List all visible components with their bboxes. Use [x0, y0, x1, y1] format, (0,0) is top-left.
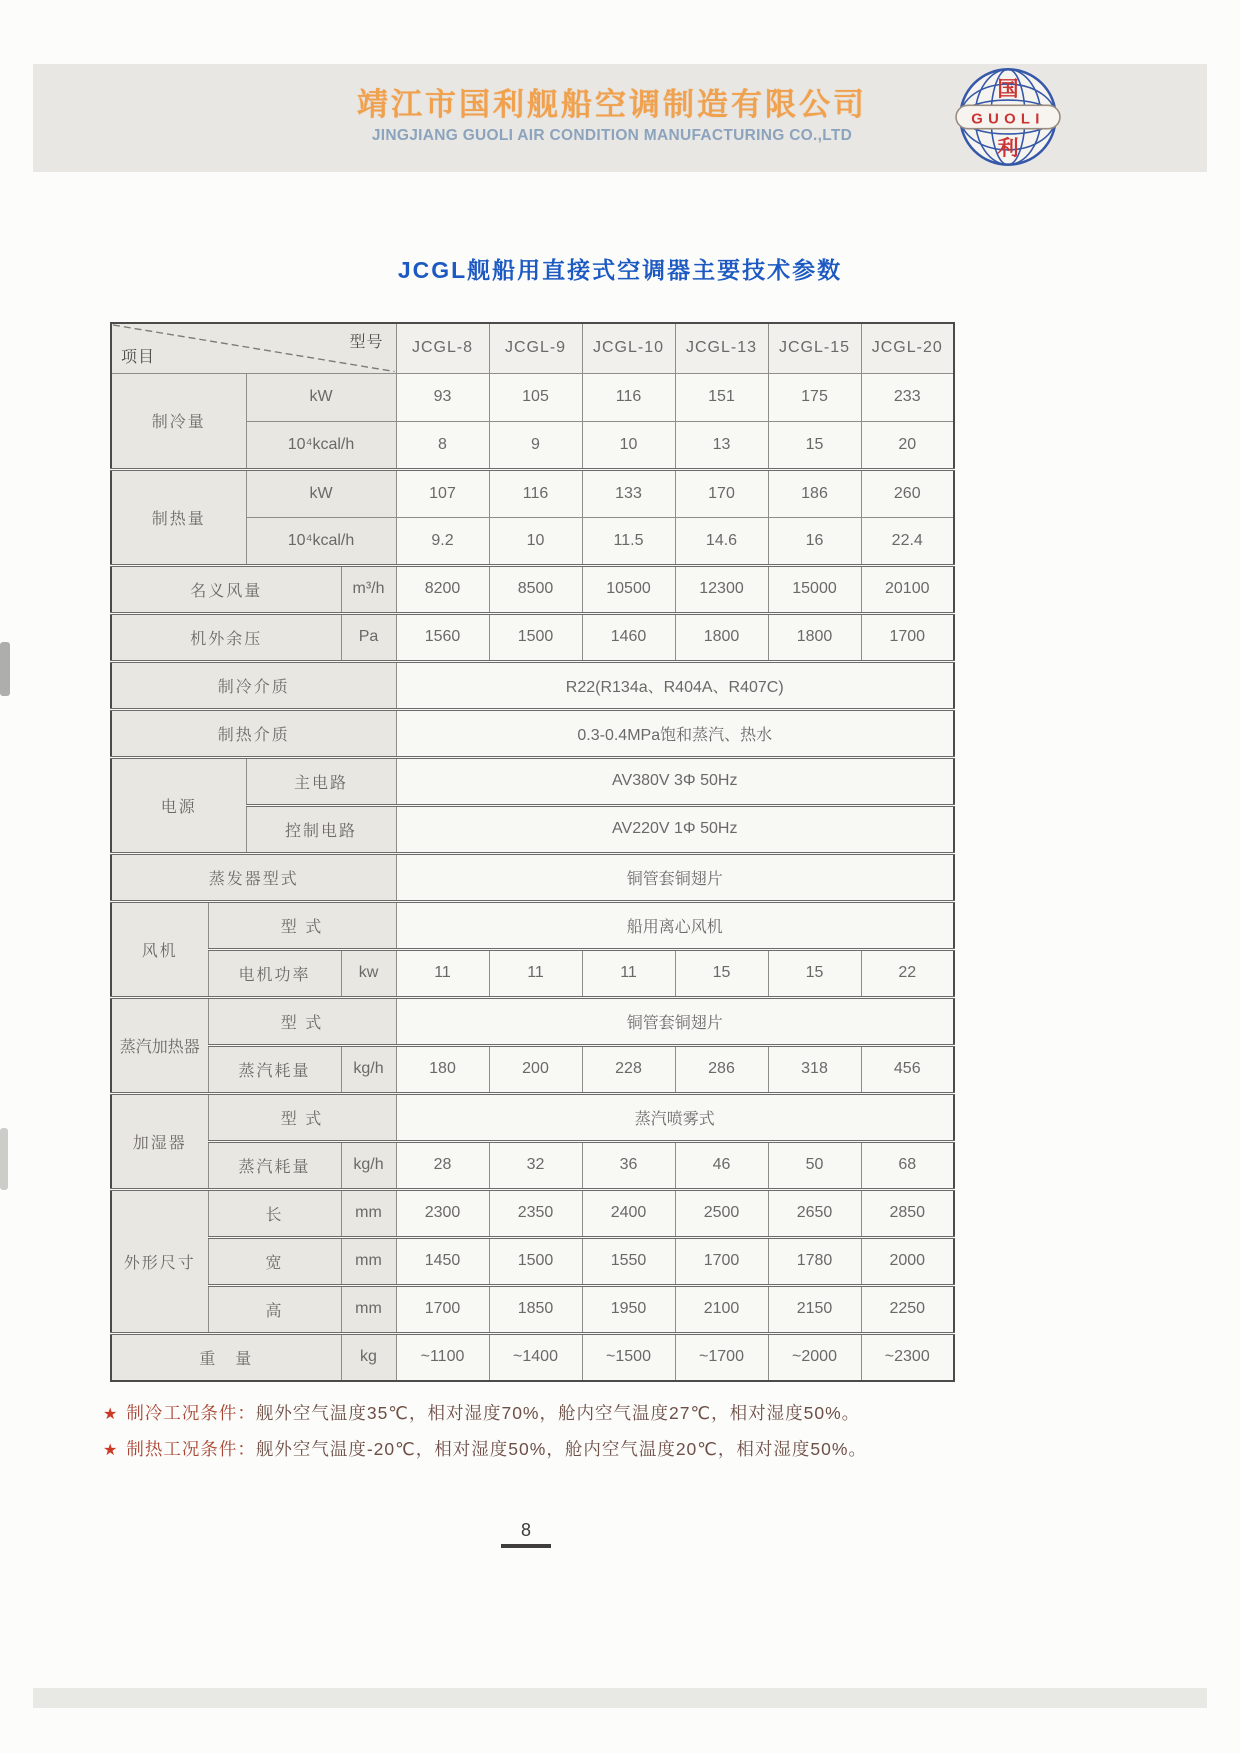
company-header [352, 79, 872, 145]
star-icon: ★ [103, 1442, 118, 1459]
value-cell: 32 [489, 1141, 582, 1189]
row-sublabel: 主电路 [246, 757, 396, 805]
refrigerant-row [111, 661, 954, 709]
unit-cell: kw [341, 949, 396, 997]
value-cell: 1850 [489, 1285, 582, 1333]
value-cell: 107 [396, 469, 489, 517]
row-label: 蒸发器型式 [111, 853, 396, 901]
unit-cell: 10⁴kcal/h [246, 517, 396, 565]
value-cell: 8200 [396, 565, 489, 613]
heating-kw-row [111, 469, 954, 517]
footnote-text: 舰外空气温度35℃，相对湿度70%，舱内空气温度27℃，相对湿度50%。 [255, 1403, 861, 1423]
merged-value-cell: 铜管套铜翅片 [396, 853, 954, 901]
weight-row [111, 1333, 954, 1381]
footer-band [33, 1688, 1207, 1708]
footnote-label: 制冷工况条件： [126, 1403, 256, 1423]
value-cell: 286 [675, 1045, 768, 1093]
value-cell: 13 [675, 421, 768, 469]
airflow-row [111, 565, 954, 613]
spec-table [110, 322, 955, 1382]
value-cell: 2250 [861, 1285, 954, 1333]
value-cell: 116 [582, 373, 675, 421]
value-cell: 133 [582, 469, 675, 517]
footnotes [103, 1396, 1133, 1468]
logo-banner-text: GUOLI [971, 111, 1045, 128]
star-icon: ★ [103, 1406, 118, 1423]
merged-value-cell: 铜管套铜翅片 [396, 997, 954, 1045]
row-sublabel: 高 [208, 1285, 341, 1333]
value-cell: 15 [768, 421, 861, 469]
value-cell: 11 [582, 949, 675, 997]
unit-cell: kg/h [341, 1141, 396, 1189]
globe-icon [953, 64, 1063, 170]
value-cell: 233 [861, 373, 954, 421]
value-cell: 2650 [768, 1189, 861, 1237]
row-sublabel: 型 式 [208, 1093, 396, 1141]
value-cell: 46 [675, 1141, 768, 1189]
value-cell: 22.4 [861, 517, 954, 565]
value-cell: 10 [582, 421, 675, 469]
company-name-cn: 靖江市国利舰船空调制造有限公司 [357, 87, 867, 122]
corner-model-label: 型号 [349, 334, 384, 351]
merged-value-cell: 蒸汽喷雾式 [396, 1093, 954, 1141]
model-header: JCGL-10 [582, 323, 675, 373]
row-sublabel: 电机功率 [208, 949, 341, 997]
row-sublabel: 蒸汽耗量 [208, 1141, 341, 1189]
value-cell: 1780 [768, 1237, 861, 1285]
value-cell: 20 [861, 421, 954, 469]
value-cell: 36 [582, 1141, 675, 1189]
value-cell: 1950 [582, 1285, 675, 1333]
logo-top-char: 国 [997, 77, 1019, 101]
row-label: 重 量 [111, 1333, 341, 1381]
value-cell: 105 [489, 373, 582, 421]
unit-cell: mm [341, 1285, 396, 1333]
row-sublabel: 蒸汽耗量 [208, 1045, 341, 1093]
corner-item-label: 项目 [121, 348, 156, 366]
value-cell: 200 [489, 1045, 582, 1093]
value-cell: 11 [396, 949, 489, 997]
value-cell: 68 [861, 1141, 954, 1189]
footnote-label: 制热工况条件： [126, 1439, 256, 1459]
pressure-row [111, 613, 954, 661]
value-cell: 1800 [675, 613, 768, 661]
row-group-label: 制热量 [111, 469, 246, 565]
dimension-width-row [111, 1237, 954, 1285]
model-header: JCGL-15 [768, 323, 861, 373]
corner-cell [111, 323, 396, 373]
merged-value-cell: R22(R134a、R404A、R407C) [396, 661, 954, 709]
value-cell: 15000 [768, 565, 861, 613]
page-number: 8 [501, 1520, 551, 1548]
company-logo [953, 64, 1063, 170]
row-sublabel: 控制电路 [246, 805, 396, 853]
value-cell: 151 [675, 373, 768, 421]
value-cell: 14.6 [675, 517, 768, 565]
value-cell: ~2000 [768, 1333, 861, 1381]
value-cell: 12300 [675, 565, 768, 613]
value-cell: 15 [675, 949, 768, 997]
value-cell: 15 [768, 949, 861, 997]
value-cell: 186 [768, 469, 861, 517]
value-cell: 93 [396, 373, 489, 421]
unit-cell: 10⁴kcal/h [246, 421, 396, 469]
value-cell: 1700 [396, 1285, 489, 1333]
dimension-height-row [111, 1285, 954, 1333]
table-header-row [111, 323, 954, 373]
evaporator-row [111, 853, 954, 901]
row-sublabel: 型 式 [208, 997, 396, 1045]
value-cell: 180 [396, 1045, 489, 1093]
value-cell: 1500 [489, 613, 582, 661]
value-cell: 2000 [861, 1237, 954, 1285]
footnote-cooling-conditions [103, 1396, 1133, 1432]
row-sublabel: 长 [208, 1189, 341, 1237]
value-cell: 2400 [582, 1189, 675, 1237]
footnote-heating-conditions [103, 1432, 1133, 1468]
value-cell: ~1100 [396, 1333, 489, 1381]
model-header: JCGL-13 [675, 323, 768, 373]
steam-heater-type-row [111, 997, 954, 1045]
row-label: 名义风量 [111, 565, 341, 613]
humidifier-consumption-row [111, 1141, 954, 1189]
model-header: JCGL-20 [861, 323, 954, 373]
value-cell: ~1400 [489, 1333, 582, 1381]
fan-motor-row [111, 949, 954, 997]
value-cell: 11 [489, 949, 582, 997]
value-cell: 22 [861, 949, 954, 997]
merged-value-cell: AV220V 1Φ 50Hz [396, 805, 954, 853]
unit-cell: m³/h [341, 565, 396, 613]
value-cell: 20100 [861, 565, 954, 613]
company-name-en: JINGJIANG GUOLI AIR CONDITION MANUFACTURING CO.,LTD [371, 127, 853, 144]
value-cell: 28 [396, 1141, 489, 1189]
scan-artifact [0, 642, 10, 696]
cooling-kw-row [111, 373, 954, 421]
value-cell: 1450 [396, 1237, 489, 1285]
dimension-length-row [111, 1189, 954, 1237]
value-cell: 1700 [861, 613, 954, 661]
unit-cell: kg/h [341, 1045, 396, 1093]
value-cell: 170 [675, 469, 768, 517]
row-group-label: 外形尺寸 [111, 1189, 208, 1333]
merged-value-cell: AV380V 3Φ 50Hz [396, 757, 954, 805]
value-cell: 2500 [675, 1189, 768, 1237]
fan-type-row [111, 901, 954, 949]
value-cell: 9.2 [396, 517, 489, 565]
unit-cell: Pa [341, 613, 396, 661]
row-sublabel: 宽 [208, 1237, 341, 1285]
heating-medium-row [111, 709, 954, 757]
row-label: 制热介质 [111, 709, 396, 757]
value-cell: ~1500 [582, 1333, 675, 1381]
value-cell: 2100 [675, 1285, 768, 1333]
value-cell: 8 [396, 421, 489, 469]
value-cell: 318 [768, 1045, 861, 1093]
unit-cell: mm [341, 1189, 396, 1237]
value-cell: 175 [768, 373, 861, 421]
value-cell: 50 [768, 1141, 861, 1189]
steam-heater-consumption-row [111, 1045, 954, 1093]
power-main-row [111, 757, 954, 805]
value-cell: 116 [489, 469, 582, 517]
value-cell: 10500 [582, 565, 675, 613]
value-cell: 1800 [768, 613, 861, 661]
unit-cell: kW [246, 373, 396, 421]
scan-artifact [0, 1128, 8, 1190]
value-cell: 11.5 [582, 517, 675, 565]
value-cell: 1500 [489, 1237, 582, 1285]
footnote-text: 舰外空气温度-20℃，相对湿度50%，舱内空气温度20℃，相对湿度50%。 [255, 1439, 867, 1459]
value-cell: 10 [489, 517, 582, 565]
value-cell: 456 [861, 1045, 954, 1093]
unit-cell: mm [341, 1237, 396, 1285]
value-cell: 1550 [582, 1237, 675, 1285]
value-cell: 228 [582, 1045, 675, 1093]
value-cell: 2850 [861, 1189, 954, 1237]
row-group-label: 加湿器 [111, 1093, 208, 1189]
value-cell: 2350 [489, 1189, 582, 1237]
value-cell: 8500 [489, 565, 582, 613]
value-cell: 1560 [396, 613, 489, 661]
value-cell: 260 [861, 469, 954, 517]
row-label: 制冷介质 [111, 661, 396, 709]
unit-cell: kg [341, 1333, 396, 1381]
value-cell: ~2300 [861, 1333, 954, 1381]
humidifier-type-row [111, 1093, 954, 1141]
page-title: JCGL舰船用直接式空调器主要技术参数 [397, 257, 843, 283]
row-sublabel: 型 式 [208, 901, 396, 949]
row-group-label: 风机 [111, 901, 208, 997]
row-group-label: 电源 [111, 757, 246, 853]
value-cell: 16 [768, 517, 861, 565]
value-cell: 2150 [768, 1285, 861, 1333]
row-label: 机外余压 [111, 613, 341, 661]
value-cell: 1700 [675, 1237, 768, 1285]
value-cell: 1460 [582, 613, 675, 661]
model-header: JCGL-8 [396, 323, 489, 373]
merged-value-cell: 船用离心风机 [396, 901, 954, 949]
merged-value-cell: 0.3-0.4MPa饱和蒸汽、热水 [396, 709, 954, 757]
value-cell: ~1700 [675, 1333, 768, 1381]
unit-cell: kW [246, 469, 396, 517]
row-group-label: 制冷量 [111, 373, 246, 469]
row-group-label: 蒸汽加热器 [111, 997, 208, 1093]
value-cell: 2300 [396, 1189, 489, 1237]
logo-bottom-char: 利 [997, 137, 1019, 161]
model-header: JCGL-9 [489, 323, 582, 373]
value-cell: 9 [489, 421, 582, 469]
